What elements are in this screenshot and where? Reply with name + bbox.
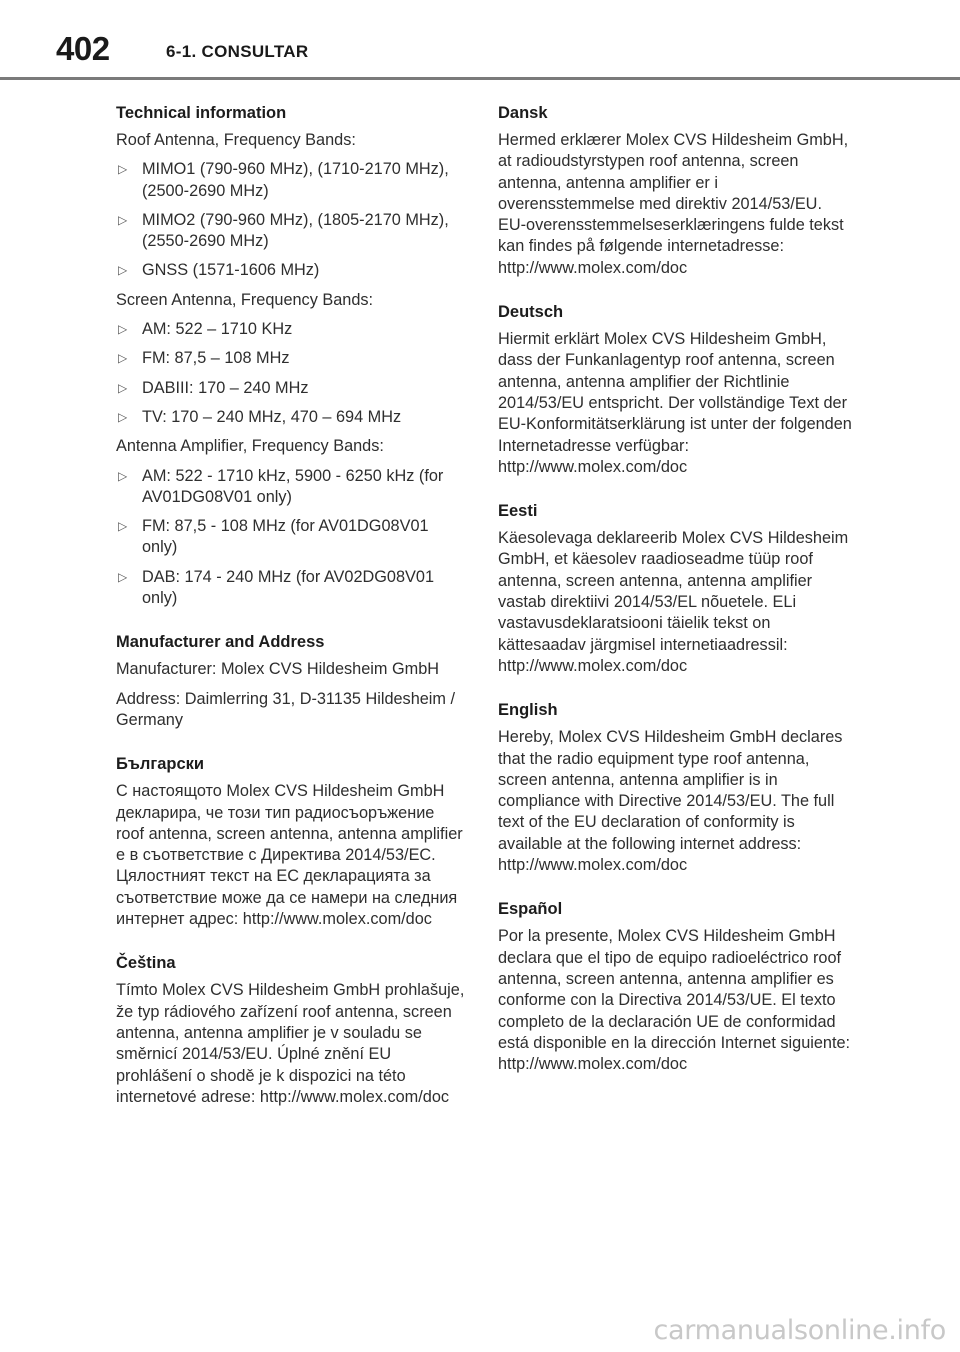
list-item: ▷ DAB: 174 - 240 MHz (for AV02DG08V01 only): [118, 567, 434, 608]
list-item: ▷ TV: 170 – 240 MHz, 470 – 694 MHz: [116, 407, 466, 428]
section-english: [498, 699, 854, 876]
section-text: Tímto Molex CVS Hildesheim GmbH prohlašuje, že typ rádiového zařízení roof antenna, screen antenna, antenna amplifier je v souladu se směrnicí 2014/53/EU. Úplné znění EU prohlášení o shodě je k dispozici na této internetové adrese: http://www.molex.com/doc: [116, 981, 465, 1106]
list-item: ▷ MIMO2 (790-960 MHz), (1805-2170 MHz), (2550-2690 MHz): [118, 210, 449, 251]
roof-antenna-list: [116, 159, 466, 281]
section-technical-information: [116, 102, 466, 609]
watermark-logo: carmanualsonline.info: [653, 1315, 946, 1346]
page-header: [0, 0, 960, 80]
section-german: [498, 301, 854, 478]
list-item: ▷ AM: 522 – 1710 KHz: [116, 319, 466, 340]
section-text: Hereby, Molex CVS Hildesheim GmbH declares that the radio equipment type roof antenna, screen antenna, antenna amplifier is in compliance with Directive 2014/53/EU. The full text of the EU declaration of conformity is available at the following internet address: http://www.molex.com/doc: [498, 728, 843, 875]
page-number: 402: [56, 30, 110, 67]
list-item: ▷ DABIII: 170 – 240 MHz: [116, 378, 466, 399]
screen-antenna-list: [116, 319, 466, 428]
bullet-triangle-icon: ▷: [118, 569, 128, 584]
section-czech: [116, 952, 466, 1108]
roof-antenna-title: Roof Antenna, Frequency Bands:: [116, 131, 356, 149]
bullet-triangle-icon: ▷: [118, 263, 128, 278]
manufacturer-line: Manufacturer: Molex CVS Hildesheim GmbH: [116, 660, 440, 679]
section-text: Käesolevaga deklareerib Molex CVS Hildesheim GmbH, et käesolev raadioseadme tüüp roof antenna, screen antenna, antenna amplifier vastab direktiivi 2014/53/EL nõuetele. ELi vastavusdeklaratsiooni täielik tekst on kättesaadav järgmisel internetiaadressil: http://www.molex.com/doc: [498, 529, 849, 675]
section-heading: Eesti: [498, 502, 538, 521]
left-column: [116, 102, 466, 1130]
address-line: Address: Daimlerring 31, D-31135 Hildesheim / Germany: [116, 689, 456, 729]
section-text: Por la presente, Molex CVS Hildesheim GmbH declara que el tipo de equipo radioeléctrico roof antenna, screen antenna, antenna amplifier es conforme con la Directiva 2014/53/UE. El texto completo de la declaración UE de conformidad está disponible en la dirección Internet siguiente: http://www.molex.com/doc: [498, 927, 851, 1074]
bullet-triangle-icon: ▷: [118, 519, 128, 534]
bullet-triangle-icon: ▷: [118, 322, 128, 337]
section-heading: Čeština: [116, 954, 176, 973]
section-heading: English: [498, 701, 558, 720]
section-heading: Español: [498, 900, 563, 919]
amplifier-title: Antenna Amplifier, Frequency Bands:: [116, 437, 384, 456]
screen-antenna-title: Screen Antenna, Frequency Bands:: [116, 290, 374, 309]
bullet-triangle-icon: ▷: [118, 409, 128, 424]
bullet-triangle-icon: ▷: [118, 468, 128, 483]
section-manufacturer: [116, 631, 466, 731]
section-heading: Deutsch: [498, 303, 564, 322]
list-item: ▷ MIMO1 (790-960 MHz), (1710-2170 MHz), (2500-2690 MHz): [118, 160, 449, 200]
bullet-triangle-icon: ▷: [118, 162, 128, 177]
section-text: Hiermit erklärt Molex CVS Hildesheim GmbH, dass der Funkanlagentyp roof antenna, screen antenna, antenna amplifier der Richtlinie 2014/53/EU entspricht. Der vollständige Text der EU-Konformitätserklärung ist unter der folgenden Internetadresse verfügbar: http://www.molex.com/doc: [498, 330, 852, 476]
section-text: Hermed erklærer Molex CVS Hildesheim GmbH, at radioudstyrstypen roof antenna, screen antenna, antenna amplifier er i overensstemmelse med direktiv 2014/53/EU. EU-overensstemmelseserklæringens fulde tekst kan findes på følgende internetadresse: http://www.molex.com/doc: [498, 131, 849, 277]
list-item: ▷ GNSS (1571-1606 MHz): [116, 260, 466, 281]
section-spanish: [498, 898, 854, 1075]
section-heading: Technical information: [116, 104, 287, 122]
bullet-triangle-icon: ▷: [118, 380, 128, 395]
section-bulgarian: [116, 753, 466, 930]
section-heading: Manufacturer and Address: [116, 633, 325, 652]
bullet-triangle-icon: ▷: [118, 212, 128, 227]
section-estonian: [498, 500, 854, 677]
list-item: ▷ FM: 87,5 – 108 MHz: [116, 348, 466, 369]
section-text: С настоящото Molex CVS Hildesheim GmbH декларира, че този тип радиосъоръжение roof antenna, screen antenna, antenna amplifier е в съответствие с Директива 2014/53/ЕС. Цялостният текст на ЕС декларацията за съответствие може да се намери на следния интернет адрес: http://www.molex.com/doc: [116, 782, 463, 929]
bullet-triangle-icon: ▷: [118, 351, 128, 366]
section-danish: [498, 102, 854, 279]
list-item: ▷ FM: 87,5 - 108 MHz (for AV01DG08V01 only): [118, 517, 429, 557]
chapter-title: 6-1. CONSULTAR: [166, 42, 309, 61]
section-heading: Dansk: [498, 104, 548, 122]
amplifier-list: [116, 466, 466, 610]
list-item: ▷ AM: 522 - 1710 kHz, 5900 - 6250 kHz (for AV01DG08V01 only): [118, 466, 444, 506]
right-column: [498, 102, 854, 1097]
section-heading: Български: [116, 755, 205, 774]
